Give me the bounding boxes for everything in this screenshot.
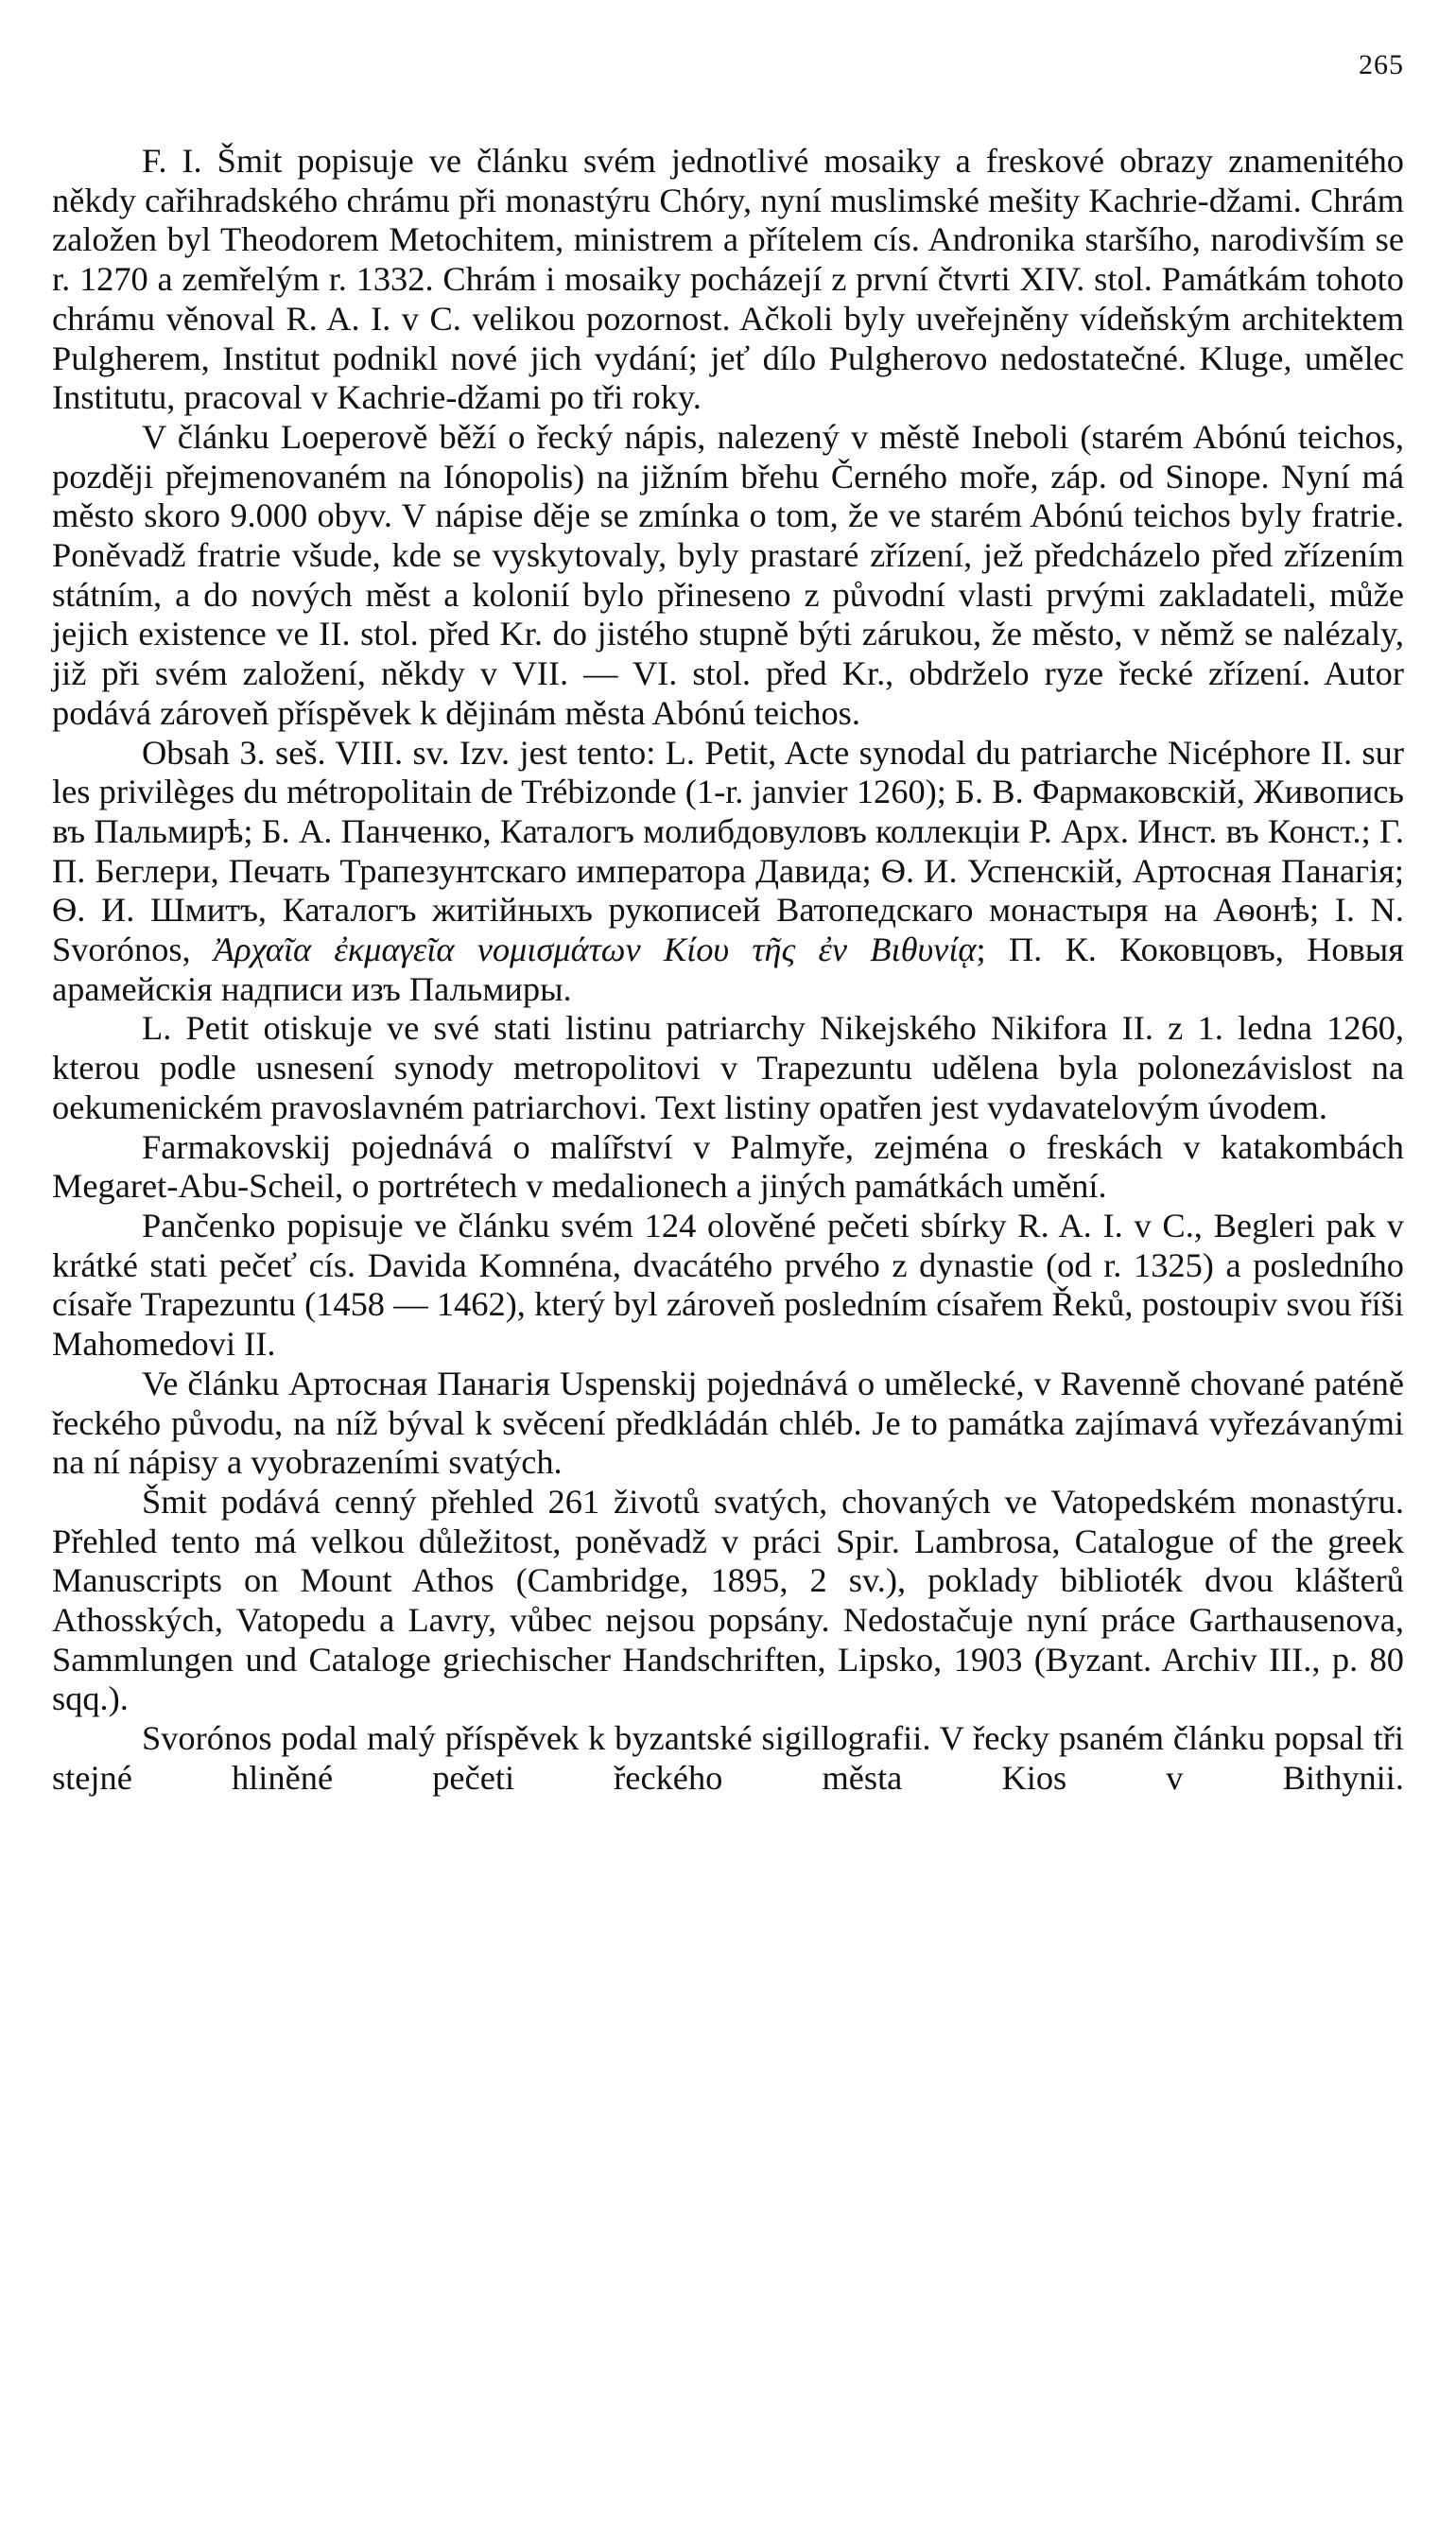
greek-title: Ἀρχαῖα ἐκμαγεῖα νομισμάτων Κίου τῆς ἐν Βιθυνίᾳ [213, 931, 977, 969]
paragraph-loeper-inscription: V článku Loeperově běží o řecký nápis, nalezený v městě Ineboli (starém Abónú teichos, později přejmenovaném na Iónopolis) na jižním břehu Černého moře, záp. od Sinope. Nyní má město skoro 9.000 obyv. V nápise děje se zmínka o tom, že ve starém Abónú teichos byly fratrie. Poněvadž fratrie všude, kde se vyskytovaly, byly prastaré zřízení, jež předcházelo před zřízením státním, a do nových měst a kolonií bylo přineseno z původní vlasti prvými zakladateli, může jejich existence ve II. stol. před Kr. do jistého stupně býti zárukou, že město, v němž se nalézaly, již při svém založení, někdy v VII. — VI. stol. před Kr., obdrželo ryze řecké zřízení. Autor podává zároveň příspěvek k dějinám města Abónú teichos. [52, 417, 1404, 732]
paragraph-smit-catalogue: Šmit podává cenný přehled 261 životů svatých, chovaných ve Vatopedském monastýru. Přehled tento má velkou důležitost, poněvadž v práci Spir. Lambrosa, Catalogue of the greek Manuscripts on Mount Athos (Cambridge, 1895, 2 sv.), poklady biblioték dvou klášterů Athosských, Vatopedu a Lavry, vůbec nejsou popsány. Nedostačuje nyní práce Garthausenova, Sammlungen und Cataloge griechischer Handschriften, Lipsko, 1903 (Byzant. Archiv III., p. 80 sqq.). [52, 1482, 1404, 1718]
paragraph-petit: L. Petit otiskuje ve své stati listinu patriarchy Nikejského Nikifora II. z 1. ledna 1260, kterou podle usnesení synody metropolitovi v Trapezuntu udělena byla polonezávislost na oekumenickém pravoslavném patriarchovi. Text listiny opatřen jest vydavatelovým úvodem. [52, 1009, 1404, 1126]
paragraph-smit-mosaics: F. I. Šmit popisuje ve článku svém jednotlivé mosaiky a freskové obrazy znamenitého někdy cařihradského chrámu při monastýru Chóry, nyní muslimské mešity Kachrie-džami. Chrám založen byl Theodorem Metochitem, ministrem a přítelem cís. Andronika staršího, narodivším se r. 1270 a zemřelým r. 1332. Chrám i mosaiky pocházejí z první čtvrti XIV. stol. Památkám tohoto chrámu věnoval R. A. I. v C. velikou pozornost. Ačkoli byly uveřejněny vídeňským architektem Pulgherem, Institut podnikl nové jich vydání; jeť dílo Pulgherovo nedostatečné. Kluge, umělec Institutu, pracoval v Kachrie-džami po tři roky. [52, 142, 1404, 417]
contents-text-end: ; П. К. Коковцовъ, Новыя арамейскія надписи изъ Пальмиры. [52, 931, 1404, 1008]
contents-text: Obsah 3. seš. VIII. sv. Izv. jest tento: L. Petit, Acte synodal du patriarche Nicéphore II. sur les privilèges du métropolitain de Trébizonde (1-r. janvier 1260); Б. В. Фармаковскій, Живопись въ Пальмирѣ; Б. А. Панченко, Каталогъ молибдовуловъ коллекціи Р. Арх. Инст. въ Конст.; Г. П. Беглери, Печать Трапезунтскаго императора Давида; Ѳ. И. Успенскій, Артосная Панагія; Ѳ. И. Шмитъ, Каталогъ житійныхъ рукописей Ватопедскаго монастыря на Аѳонѣ; I. N. Svorónos, [52, 733, 1404, 969]
paragraph-uspenskij: Ve článku Артосная Панагія Uspenskij pojednává o umělecké, v Ravenně chované paténě řeckého původu, na níž býval k svěcení předkládán chléb. Je to památka zajímavá vyřezávanými na ní nápisy a vyobrazeními svatých. [52, 1364, 1404, 1482]
page-number: 265 [1359, 49, 1404, 80]
paragraph-farmakovskij: Farmakovskij pojednává o malířství v Palmyře, zejména o freskách v katakombách Megaret-Abu-Scheil, o portrétech v medalionech a jiných památkách umění. [52, 1127, 1404, 1206]
body-text [52, 142, 1404, 1799]
paragraph-pancenko: Pančenko popisuje ve článku svém 124 olověné pečeti sbírky R. A. I. v C., Begleri pak v krátké stati pečeť cís. Davida Komnéna, dvacátého prvého z dynastie (od r. 1325) a posledního císaře Trapezuntu (1458 — 1462), který byl zároveň posledním císařem Řeků, postoupiv svou říši Mahomedovi II. [52, 1206, 1404, 1364]
paragraph-svoronos: Svorónos podal malý příspěvek k byzantské sigillografii. V řecky psaném článku popsal tři stejné hliněné pečeti řeckého města Kios v Bithynii. [52, 1719, 1404, 1797]
paragraph-contents [52, 734, 1404, 1010]
